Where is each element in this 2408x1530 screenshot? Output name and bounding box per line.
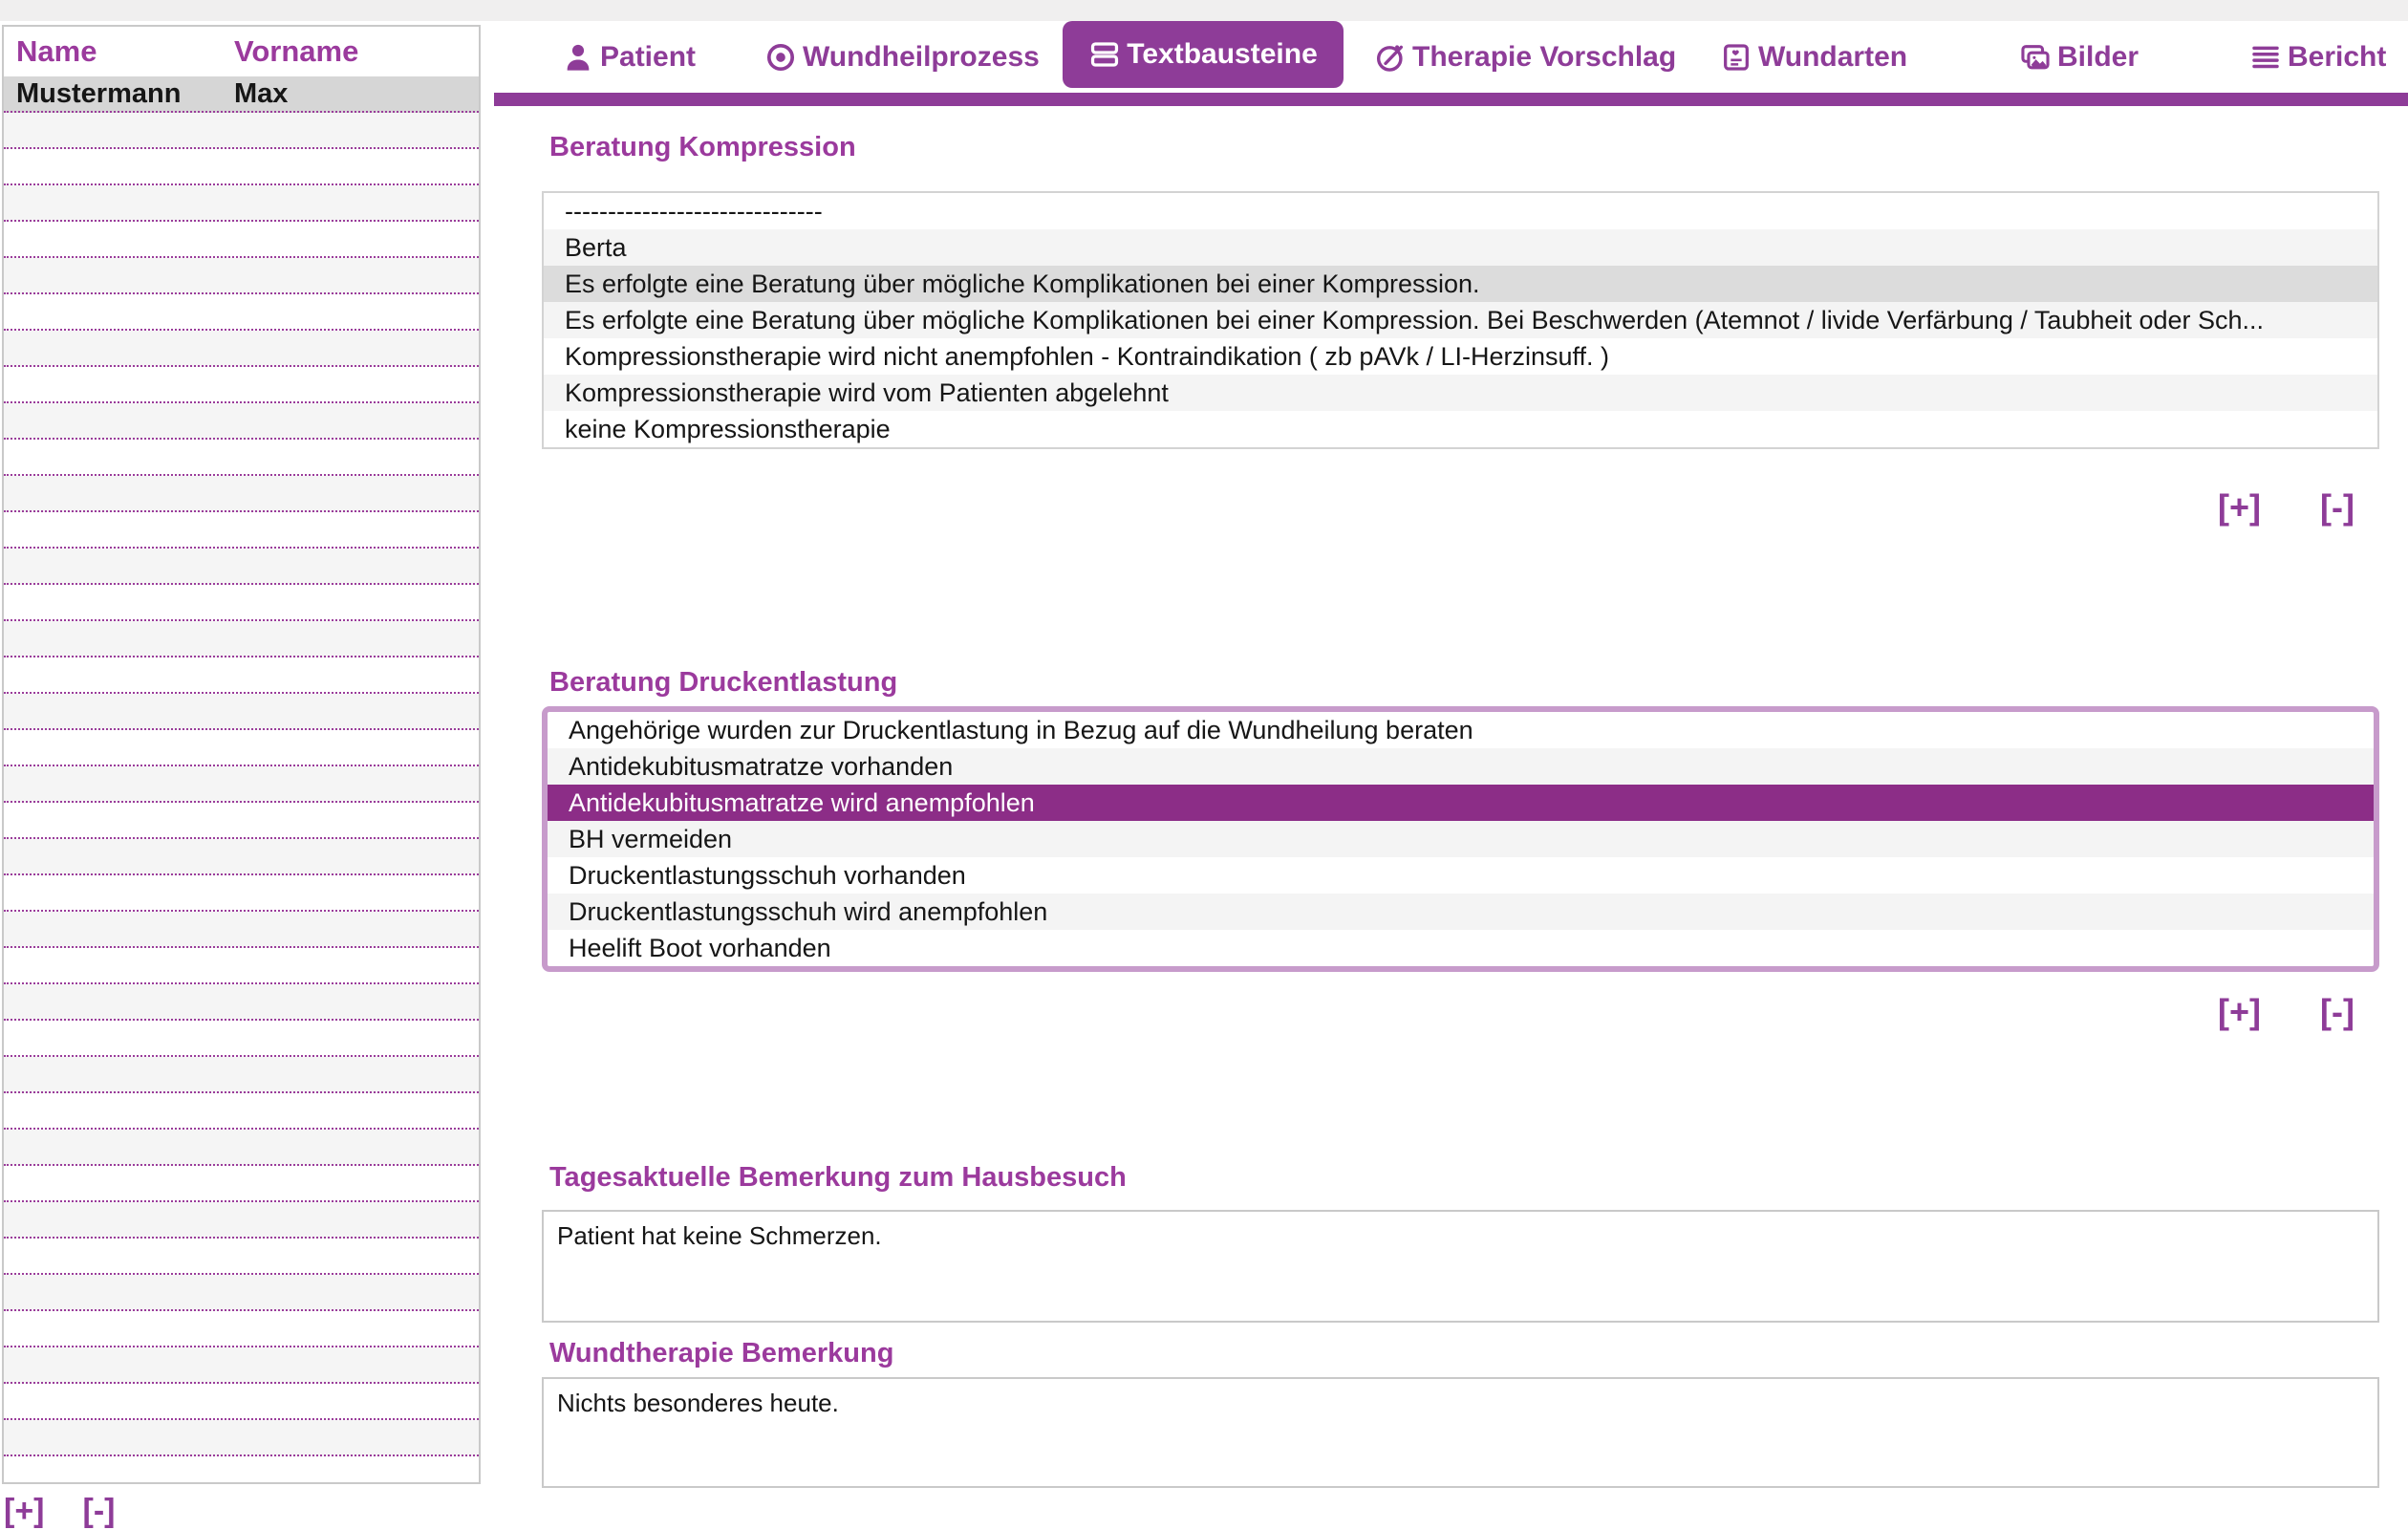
list-option[interactable]: Druckentlastungsschuh wird anempfohlen xyxy=(548,894,2374,930)
tab-patient[interactable] xyxy=(562,21,696,94)
tab-bericht[interactable] xyxy=(2249,21,2386,94)
patient-row[interactable] xyxy=(4,403,479,440)
tab-label: Bericht xyxy=(2288,41,2387,73)
patient-row[interactable] xyxy=(4,948,479,984)
tab-label: Bilder xyxy=(2057,41,2139,73)
section-title-kompression: Beratung Kompression xyxy=(549,132,856,162)
hausbesuch-note-textarea[interactable] xyxy=(542,1210,2379,1323)
patient-row[interactable] xyxy=(4,149,479,185)
patient-row[interactable] xyxy=(4,512,479,549)
list-option[interactable]: Kompressionstherapie wird nicht anempfohlen - Kontraindikation ( zb pAVk / LI-Herzinsuff. ) xyxy=(565,342,1610,371)
patient-row[interactable] xyxy=(4,1166,479,1202)
patient-row[interactable] xyxy=(4,222,479,258)
patient-row[interactable] xyxy=(4,1093,479,1130)
remove-patient-button[interactable]: [-] xyxy=(82,1493,116,1529)
druckentlastung-buttons xyxy=(542,992,2379,1032)
add-patient-button[interactable]: [+] xyxy=(4,1493,45,1529)
patient-row[interactable] xyxy=(4,113,479,149)
list-option[interactable]: Berta xyxy=(544,229,2377,266)
list-option[interactable]: BH vermeiden xyxy=(548,821,2374,857)
tab-bar xyxy=(483,21,2408,94)
list-option[interactable]: Antidekubitusmatratze vorhanden xyxy=(548,748,2374,785)
list-option[interactable]: Antidekubitusmatratze wird anempfohlen xyxy=(548,785,2374,821)
patient-name-cell: Mustermann xyxy=(16,77,182,109)
patient-vorname-cell: Max xyxy=(234,77,289,109)
patient-row[interactable] xyxy=(4,476,479,512)
section-title-wundtherapie: Wundtherapie Bemerkung xyxy=(549,1338,894,1368)
patient-table-rows xyxy=(4,76,479,1484)
tab-wundheilprozess[interactable] xyxy=(764,21,1040,94)
patient-row[interactable] xyxy=(4,1057,479,1093)
patient-row[interactable] xyxy=(4,803,479,839)
tab-label: Patient xyxy=(600,41,697,73)
patient-row[interactable] xyxy=(4,1420,479,1456)
eye-icon xyxy=(764,41,797,74)
patient-row[interactable] xyxy=(4,730,479,766)
tab-bilder[interactable] xyxy=(2019,21,2139,94)
person-icon xyxy=(562,41,594,74)
patient-row[interactable] xyxy=(4,1275,479,1311)
tab-underline-bar xyxy=(494,93,2408,106)
column-header-name[interactable]: Name xyxy=(16,34,97,68)
card-heart-icon xyxy=(1720,41,1752,74)
patient-row[interactable] xyxy=(4,258,479,294)
kompression-add-button[interactable]: [+] xyxy=(2218,487,2262,527)
section-title-druckentlastung: Beratung Druckentlastung xyxy=(549,667,898,698)
compass-icon xyxy=(1374,41,1407,74)
tab-label: Therapie Vorschlag xyxy=(1412,41,1677,73)
column-header-vorname[interactable]: Vorname xyxy=(234,34,359,68)
patient-row[interactable] xyxy=(4,1130,479,1166)
rows-icon xyxy=(1088,38,1121,71)
patient-table-header xyxy=(4,27,479,76)
patient-row[interactable] xyxy=(4,549,479,585)
patient-row[interactable] xyxy=(4,694,479,730)
patient-row[interactable] xyxy=(4,185,479,222)
kompression-listbox xyxy=(542,191,2379,449)
patient-row[interactable] xyxy=(4,1202,479,1239)
window-top-strip xyxy=(0,0,2408,21)
section-title-hausbesuch: Tagesaktuelle Bemerkung zum Hausbesuch xyxy=(549,1162,1127,1193)
patient-row[interactable] xyxy=(4,331,479,367)
druckentlastung-remove-button[interactable]: [-] xyxy=(2320,992,2354,1031)
patient-row[interactable] xyxy=(4,1456,479,1484)
patient-list-panel xyxy=(2,25,481,1484)
list-option[interactable]: Es erfolgte eine Beratung über mögliche Komplikationen bei einer Kompression. Bei Beschwerden (Atemnot / livide Verfärbung / Taubheit oder Sch... xyxy=(544,302,2377,338)
tab-label: Wundheilprozess xyxy=(803,41,1040,73)
list-option[interactable]: ------------------------------ xyxy=(565,197,823,226)
list-option[interactable]: Druckentlastungsschuh vorhanden xyxy=(569,861,966,890)
kompression-buttons xyxy=(542,487,2379,528)
tab-label: Wundarten xyxy=(1758,41,1908,73)
kompression-remove-button[interactable]: [-] xyxy=(2320,487,2354,527)
patient-list-buttons xyxy=(4,1493,115,1530)
druckentlastung-listbox xyxy=(542,706,2379,972)
wundtherapie-note-textarea[interactable] xyxy=(542,1377,2379,1488)
patient-row[interactable] xyxy=(4,1021,479,1057)
patient-row[interactable] xyxy=(4,621,479,657)
patient-row[interactable] xyxy=(4,657,479,694)
patient-row[interactable] xyxy=(4,294,479,331)
patient-row[interactable] xyxy=(4,1347,479,1384)
patient-row[interactable] xyxy=(4,766,479,803)
patient-row[interactable] xyxy=(4,839,479,875)
lines-icon xyxy=(2249,41,2282,74)
patient-row[interactable] xyxy=(4,984,479,1021)
list-option[interactable]: keine Kompressionstherapie xyxy=(565,415,891,443)
patient-row[interactable] xyxy=(4,1311,479,1347)
tab-label: Textbausteine xyxy=(1127,38,1318,70)
list-option[interactable]: Kompressionstherapie wird vom Patienten abgelehnt xyxy=(544,375,2377,411)
patient-row[interactable] xyxy=(4,912,479,948)
patient-row[interactable] xyxy=(4,1384,479,1420)
list-option[interactable]: Heelift Boot vorhanden xyxy=(569,934,831,962)
list-option[interactable]: Es erfolgte eine Beratung über mögliche Komplikationen bei einer Kompression. xyxy=(544,266,2377,302)
images-icon xyxy=(2019,41,2052,74)
patient-row[interactable] xyxy=(4,440,479,476)
tab-therapie-vorschlag[interactable] xyxy=(1374,21,1676,94)
patient-row[interactable] xyxy=(4,1239,479,1275)
tab-wundarten[interactable] xyxy=(1720,21,1907,94)
tab-textbausteine[interactable] xyxy=(1063,21,1344,88)
patient-row[interactable] xyxy=(4,585,479,621)
patient-row[interactable] xyxy=(4,367,479,403)
patient-row[interactable] xyxy=(4,875,479,912)
druckentlastung-add-button[interactable]: [+] xyxy=(2218,992,2262,1031)
patient-row[interactable] xyxy=(4,76,479,113)
list-option[interactable]: Angehörige wurden zur Druckentlastung in Bezug auf die Wundheilung beraten xyxy=(569,716,1473,744)
